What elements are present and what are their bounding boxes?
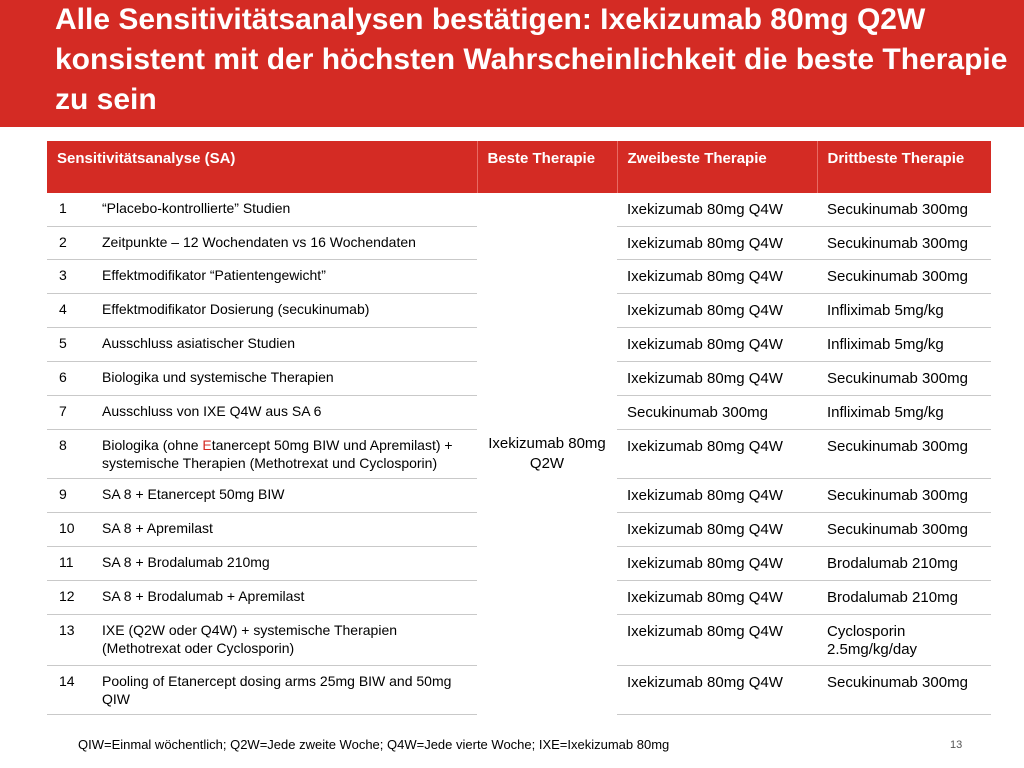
row-sa: “Placebo-kontrollierte” Studien [92, 193, 477, 227]
row-second: Ixekizumab 80mg Q4W [617, 547, 817, 581]
header-sa: Sensitivitätsanalyse (SA) [47, 141, 477, 193]
row-sa: SA 8 + Apremilast [92, 513, 477, 547]
row-second: Secukinumab 300mg [617, 396, 817, 430]
row-sa-part: Biologika (ohne [102, 437, 203, 453]
row-second: Ixekizumab 80mg Q4W [617, 294, 817, 328]
row-number: 10 [47, 513, 92, 547]
row-number: 9 [47, 479, 92, 513]
row-second: Ixekizumab 80mg Q4W [617, 581, 817, 615]
table-container [47, 141, 991, 715]
row-sa: Biologika und systemische Therapien [92, 362, 477, 396]
row-third: Cyclosporin 2.5mg/kg/day [817, 615, 991, 666]
row-second: Ixekizumab 80mg Q4W [617, 513, 817, 547]
row-sa: Ausschluss asiatischer Studien [92, 328, 477, 362]
row-number: 4 [47, 294, 92, 328]
row-sa: Zeitpunkte – 12 Wochendaten vs 16 Wochendaten [92, 227, 477, 260]
row-third: Infliximab 5mg/kg [817, 294, 991, 328]
row-third: Brodalumab 210mg [817, 581, 991, 615]
row-third: Secukinumab 300mg [817, 362, 991, 396]
table-header-row [47, 141, 991, 193]
highlighted-letter: E [202, 437, 212, 453]
row-number: 8 [47, 430, 92, 479]
row-second: Ixekizumab 80mg Q4W [617, 615, 817, 666]
row-second: Ixekizumab 80mg Q4W [617, 666, 817, 715]
row-third: Secukinumab 300mg [817, 430, 991, 479]
row-sa-part: tanercept 50mg BIW und Apremilast) + systemische Therapien (Methotrexat und Cyclosporin) [102, 437, 453, 471]
row-third: Secukinumab 300mg [817, 193, 991, 227]
row-third: Secukinumab 300mg [817, 513, 991, 547]
row-number: 13 [47, 615, 92, 666]
slide-title: Alle Sensitivitätsanalysen bestätigen: Ixekizumab 80mg Q2W konsistent mit der höchsten Wahrscheinlichkeit die beste Therapie zu sein [55, 3, 1008, 116]
row-third: Secukinumab 300mg [817, 479, 991, 513]
row-third: Secukinumab 300mg [817, 260, 991, 294]
row-number: 11 [47, 547, 92, 581]
row-second: Ixekizumab 80mg Q4W [617, 328, 817, 362]
row-sa: IXE (Q2W oder Q4W) + systemische Therapien (Methotrexat oder Cyclosporin) [92, 615, 477, 666]
row-sa: SA 8 + Brodalumab + Apremilast [92, 581, 477, 615]
row-sa: Ausschluss von IXE Q4W aus SA 6 [92, 396, 477, 430]
header-second: Zweibeste Therapie [617, 141, 817, 193]
row-second: Ixekizumab 80mg Q4W [617, 479, 817, 513]
row-sa: Pooling of Etanercept dosing arms 25mg BIW and 50mg QIW [92, 666, 477, 715]
row-sa: SA 8 + Brodalumab 210mg [92, 547, 477, 581]
row-sa: SA 8 + Etanercept 50mg BIW [92, 479, 477, 513]
row-number: 14 [47, 666, 92, 715]
row-second: Ixekizumab 80mg Q4W [617, 193, 817, 227]
sensitivity-table [47, 141, 991, 715]
row-number: 2 [47, 227, 92, 260]
row-second: Ixekizumab 80mg Q4W [617, 430, 817, 479]
row-number: 7 [47, 396, 92, 430]
row-number: 12 [47, 581, 92, 615]
row-number: 5 [47, 328, 92, 362]
row-number: 6 [47, 362, 92, 396]
row-number: 3 [47, 260, 92, 294]
row-second: Ixekizumab 80mg Q4W [617, 260, 817, 294]
footnote: QIW=Einmal wöchentlich; Q2W=Jede zweite Woche; Q4W=Jede vierte Woche; IXE=Ixekizumab 80mg [78, 737, 670, 752]
row-third: Secukinumab 300mg [817, 666, 991, 715]
header-third: Drittbeste Therapie [817, 141, 991, 193]
row-third: Secukinumab 300mg [817, 227, 991, 260]
row-sa [92, 430, 477, 479]
page-number: 13 [950, 739, 963, 751]
row-second: Ixekizumab 80mg Q4W [617, 227, 817, 260]
row-third: Infliximab 5mg/kg [817, 396, 991, 430]
row-third: Infliximab 5mg/kg [817, 328, 991, 362]
row-sa: Effektmodifikator “Patientengewicht” [92, 260, 477, 294]
header-best: Beste Therapie [477, 141, 617, 193]
row-sa: Effektmodifikator Dosierung (secukinumab) [92, 294, 477, 328]
row-third: Brodalumab 210mg [817, 547, 991, 581]
table-row [47, 193, 991, 227]
best-therapy-cell: Ixekizumab 80mg Q2W [488, 434, 606, 472]
row-second: Ixekizumab 80mg Q4W [617, 362, 817, 396]
row-number: 1 [47, 193, 92, 227]
